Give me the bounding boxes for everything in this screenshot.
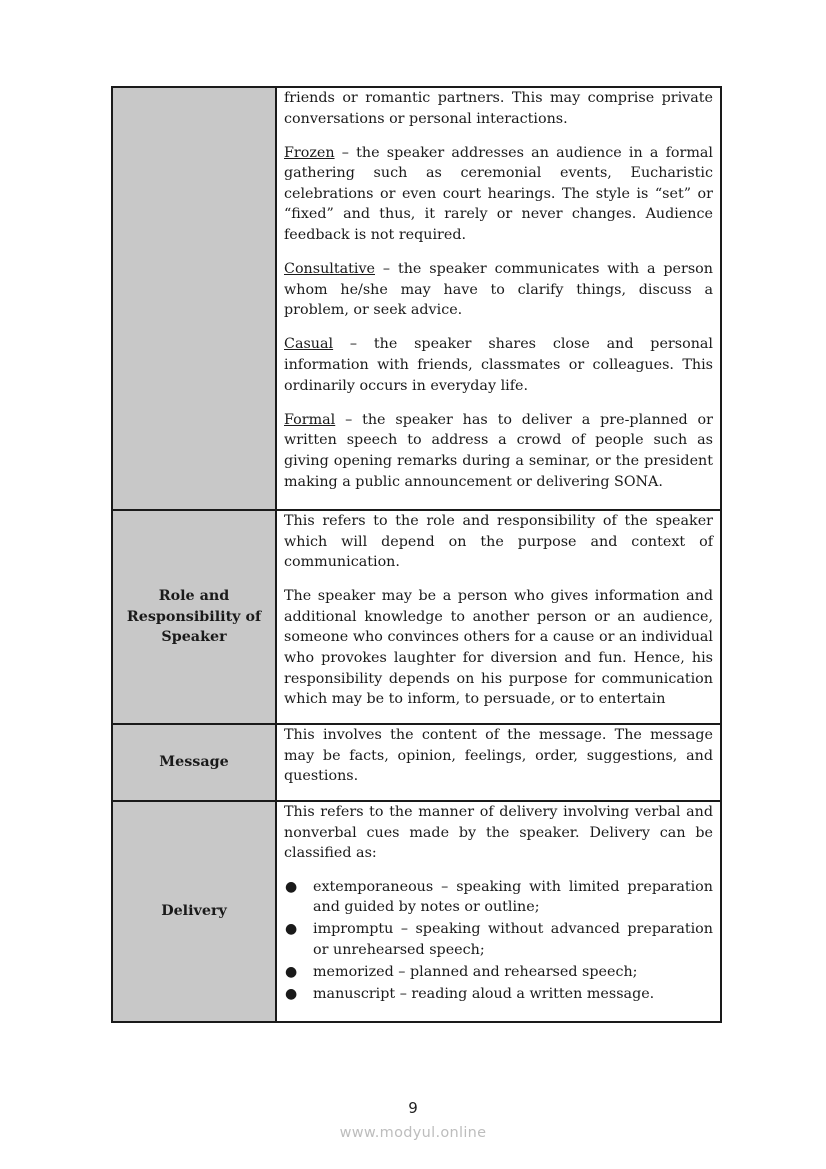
bullet-icon: ● [285, 986, 298, 1003]
list-item-text: manuscript – reading aloud a written message. [313, 986, 655, 1003]
delivery-types-list [284, 877, 713, 1005]
table-row [112, 87, 721, 510]
paragraph [284, 410, 713, 492]
paragraph-text: friends or romantic partners. This may comprise private conversations or personal interactions. [284, 90, 713, 127]
style-term: Frozen [284, 144, 335, 161]
paragraph-text: – the speaker addresses an audience in a formal gathering such as ceremonial events, Eucharistic celebrations or even court hearings. The style is “set” or “fixed” and thus, it rarely or never changes. Audience feedback is not required. [284, 144, 713, 244]
paragraph [284, 143, 713, 246]
row-label-cell [112, 87, 276, 510]
row-content-cell [276, 724, 721, 801]
row-content-cell [276, 510, 721, 724]
table-row [112, 724, 721, 801]
paragraph: The speaker may be a person who gives information and additional knowledge to another person or an audience, someone who convinces others for a cause or an individual who provokes laughter for diversion and fun. Hence, his responsibility depends on his purpose for communication which may be to inform, to persuade, or to entertain [284, 588, 713, 708]
row-label-cell [112, 801, 276, 1022]
bullet-icon: ● [285, 921, 298, 938]
content-table [111, 86, 722, 1023]
row-label: Delivery [161, 903, 227, 920]
table-row [112, 510, 721, 724]
list-item [284, 984, 713, 1005]
paragraph: This refers to the role and responsibility of the speaker which will depend on the purpose and context of communication. [284, 513, 713, 571]
watermark: www.modyul.online [339, 1125, 487, 1141]
paragraph-text: – the speaker shares close and personal information with friends, classmates or colleagues. This ordinarily occurs in everyday life. [284, 336, 713, 394]
paragraph-text: – the speaker has to deliver a pre-planned or written speech to address a crowd of people such as giving opening remarks during a seminar, or the president making a public announcement or delivering SONA. [284, 411, 713, 490]
style-term: Casual [284, 336, 334, 353]
style-term: Formal [284, 411, 336, 428]
style-term: Consultative [284, 261, 375, 278]
row-label: Role and Responsibility of Speaker [126, 588, 262, 646]
table-row [112, 801, 721, 1022]
list-item [284, 877, 713, 918]
paragraph: This refers to the manner of delivery involving verbal and nonverbal cues made by the speaker. Delivery can be classified as: [284, 804, 713, 862]
row-content-cell [276, 801, 721, 1022]
paragraph-text: – the speaker communicates with a person whom he/she may have to clarify things, discuss a problem, or seek advice. [284, 261, 713, 319]
row-content-cell [276, 87, 721, 510]
list-item [284, 919, 713, 960]
list-item-text: extemporaneous – speaking with limited preparation and guided by notes or outline; [313, 878, 713, 916]
list-item-text: memorized – planned and rehearsed speech; [313, 964, 638, 981]
paragraph [284, 334, 713, 396]
row-label-cell [112, 510, 276, 724]
paragraph [284, 259, 713, 321]
row-label-cell [112, 724, 276, 801]
page-number: 9 [408, 1099, 418, 1117]
paragraph: This involves the content of the message. The message may be facts, opinion, feelings, order, suggestions, and questions. [284, 727, 713, 785]
row-label: Message [159, 754, 229, 771]
bullet-icon: ● [285, 878, 298, 895]
list-item [284, 962, 713, 983]
paragraph [284, 88, 713, 129]
bullet-icon: ● [285, 964, 298, 981]
list-item-text: impromptu – speaking without advanced preparation or unrehearsed speech; [313, 921, 713, 959]
